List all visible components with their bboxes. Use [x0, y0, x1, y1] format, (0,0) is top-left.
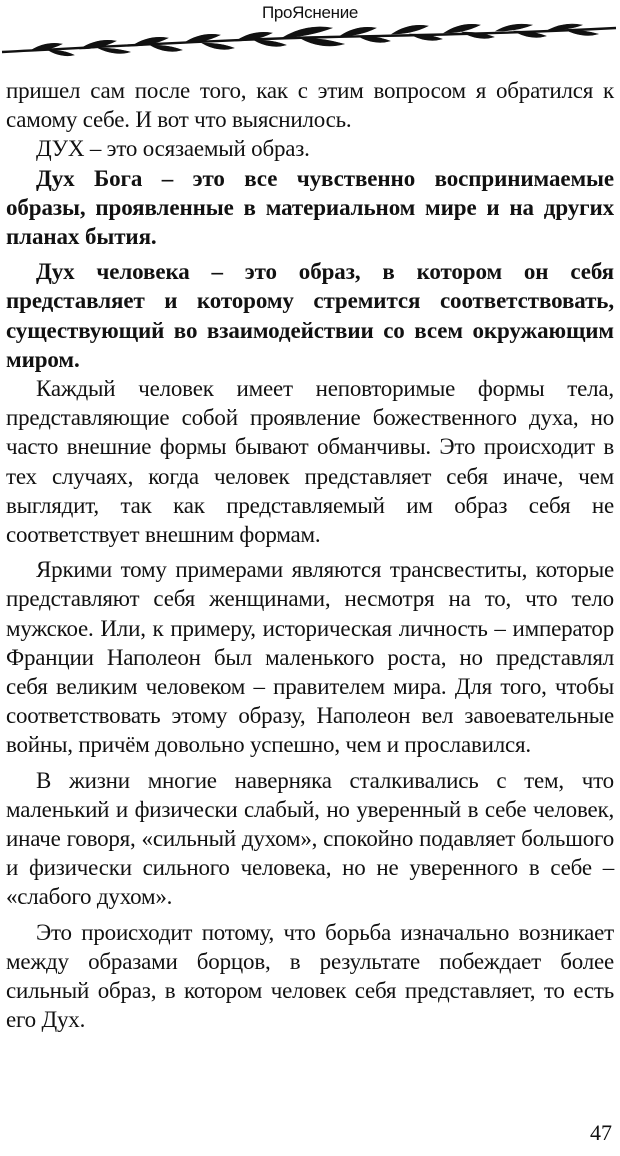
paragraph-1: пришел сам после того, как с этим вопросом я обратился к самому себе. И вот что выяснилось. — [6, 78, 614, 133]
paragraph-4-definition-spirit-of-man: Дух человека – это образ, в котором он себя представляет и которому стремится соответствовать, существующий во взаимодействии со всем окружающим миром. — [6, 259, 614, 372]
paragraph-8: Это происходит потому, что борьба изначально возникает между образами борцов, в результате побеждает более сильный образ, в котором человек себя представляет, то есть его Дух. — [6, 919, 614, 1033]
paragraph-3-definition-spirit-of-god: Дух Бога – это все чувственно воспринимаемые образы, проявленные в материальном мире и на других планах бытия. — [6, 165, 614, 250]
paragraph-7: В жизни многие наверняка сталкивались с тем, что маленький и физически слабый, но уверенный в себе человек, иначе говоря, «сильный духом», спокойно подавляет большого и физически сильного человека, но не уверенного в себе – «слабого духом». — [6, 767, 614, 910]
paragraph-5: Каждый человек имеет неповторимые формы тела, представляющие собой проявление божественного духа, но часто внешние формы бывают обманчивы. Это происходит в тех случаях, когда человек представляет себя иначе, чем выглядит, так как представляемый им образ себя не соответствует внешним формам. — [6, 376, 614, 548]
main-text — [6, 76, 614, 1035]
page-number: 47 — [590, 1120, 612, 1145]
laurel-divider-ornament — [0, 22, 620, 66]
paragraph-2: ДУХ – это осязаемый образ. — [36, 136, 310, 162]
paragraph-6: Яркими тому примерами являются трансвеститы, которые представляют себя женщинами, несмотря на то, что тело мужское. Или, к примеру, историческая личность – император Франции Наполеон был маленького роста, но представлял себя великим человеком – правителем мира. Для того, чтобы соответствовать этому образу, Наполеон вел завоевательные войны, причём довольно успешно, чем и прославился. — [6, 557, 614, 758]
running-head-title: ПроЯснение — [261, 3, 359, 22]
